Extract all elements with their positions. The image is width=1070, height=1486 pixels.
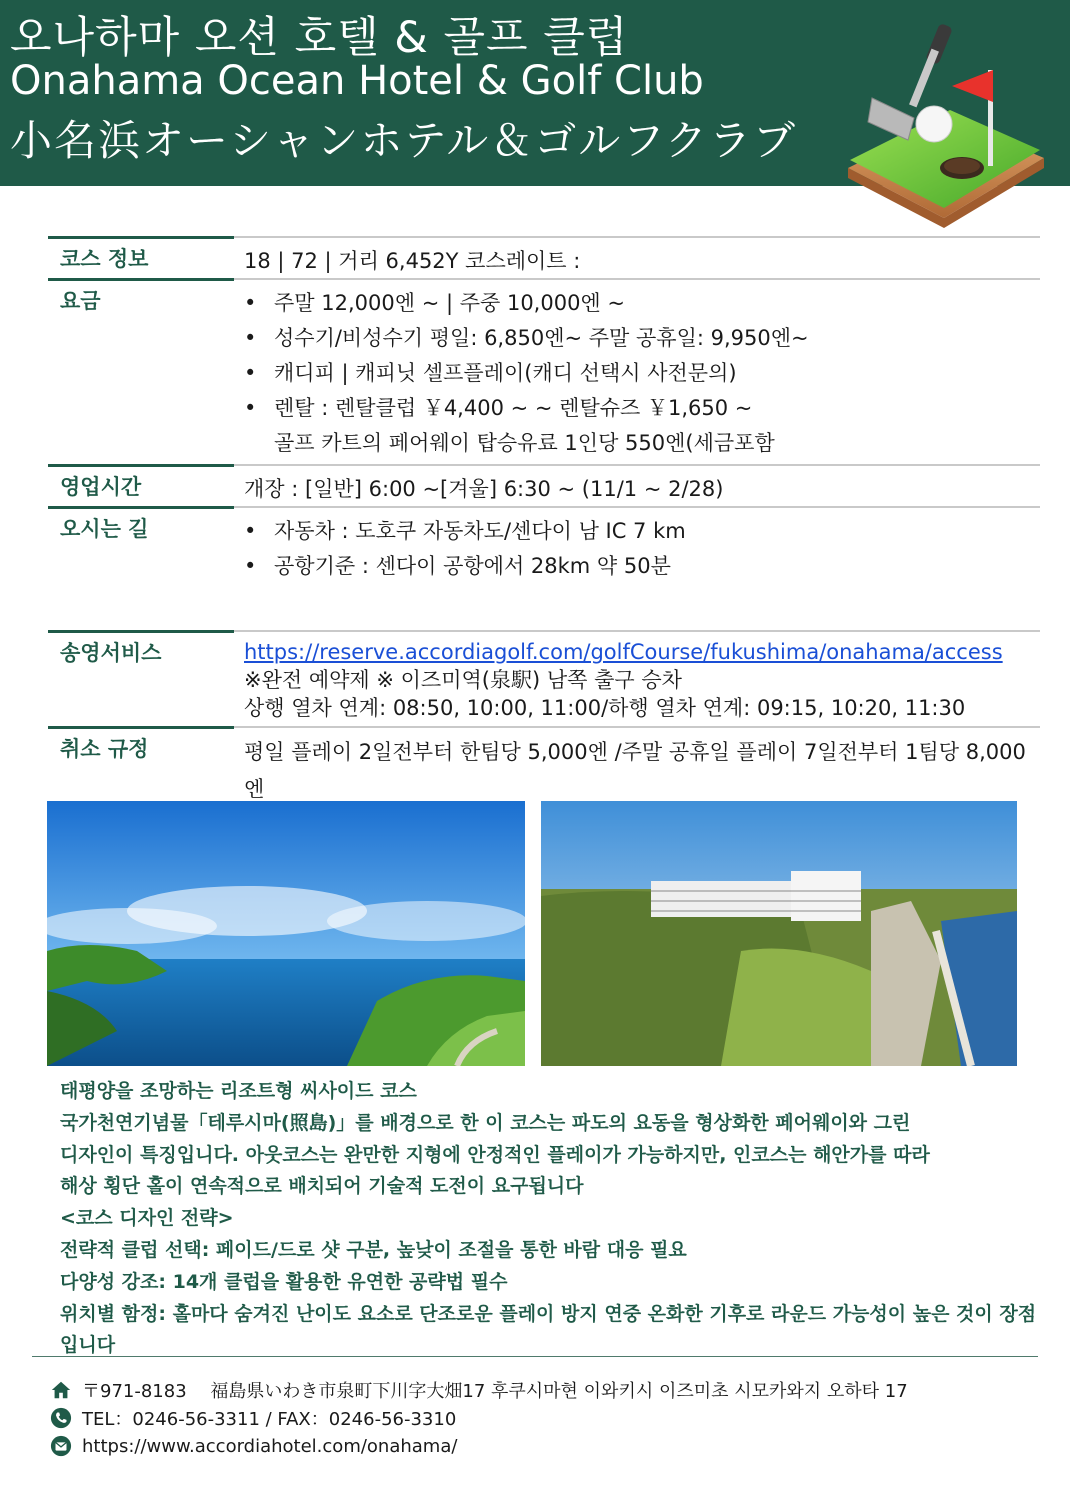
course-info-table: [48, 236, 1040, 808]
title-japanese: 小名浜オーシャンホテル＆ゴルフクラブ: [10, 116, 797, 165]
access-item: • 자동차 : 도호쿠 자동차도/센다이 남 IC 7 km: [274, 514, 1040, 549]
shuttle-label: 송영서비스: [48, 632, 234, 726]
access-item: • 공항기준 : 센다이 공항에서 28km 약 50분: [274, 549, 1040, 584]
website-link[interactable]: https://www.accordiahotel.com/onahama/: [82, 1435, 458, 1457]
description-line: 해상 횡단 홀이 연속적으로 배치되어 기술적 도전이 요구됩니다: [60, 1175, 584, 1198]
title-korean: 오나하마 오션 호텔 & 골프 클럽: [10, 13, 629, 63]
strategy-line: 전략적 클럽 선택: 페이드/드로 샷 구분, 높낮이 조절을 통한 바람 대응 필요: [60, 1238, 687, 1261]
shuttle-link[interactable]: https://reserve.accordiagolf.com/golfCourse/fukushima/onahama/access: [244, 640, 1003, 664]
cancel-value: 평일 플레이 2일전부터 한팀당 5,000엔 /주말 공휴일 플레이 7일전부터 1팀당 8,000엔: [244, 740, 1026, 801]
fee-row: [48, 278, 1040, 464]
access-label: 오시는 길: [48, 508, 234, 630]
title-english: Onahama Ocean Hotel & Golf Club: [10, 58, 704, 104]
fee-extra: 골프 카트의 페어웨이 탑승유료 1인당 550엔(세금포함: [274, 431, 775, 455]
course-info-row: [48, 236, 1040, 278]
phone-line: [50, 1404, 908, 1432]
phone-text: TEL：0246-56-3311 / FAX：0246-56-3310: [82, 1409, 457, 1430]
course-label: 코스 정보: [48, 238, 234, 278]
fee-item: • 캐디피 | 캐피닛 셀프플레이(캐디 선택시 사전문의): [274, 356, 1040, 391]
footer-divider: [32, 1356, 1038, 1357]
email-icon: [50, 1435, 72, 1457]
course-description: [60, 1076, 1050, 1362]
fee-item: • 주말 12,000엔 ~ | 주중 10,000엔 ~: [274, 286, 1040, 321]
hours-row: [48, 464, 1040, 506]
strategy-line: 다양성 강조: 14개 클럽을 활용한 유연한 공략법 필수: [60, 1270, 508, 1293]
golf-flag-icon: [840, 18, 1050, 230]
hotel-aerial-photo: [541, 801, 1017, 1066]
description-line: 디자인이 특징입니다. 아웃코스는 완만한 지형에 안정적인 플레이가 가능하지만, 인코스는 해안가를 따라: [60, 1143, 930, 1166]
fee-item: • 렌탈 : 렌탈클럽 ￥4,400 ~ ~ 렌탈슈즈 ￥1,650 ~: [274, 391, 1040, 426]
home-icon: [50, 1379, 72, 1401]
footer-contact: [50, 1376, 908, 1460]
description-line: 국가천연기념물「테루시마(照島)」를 배경으로 한 이 코스는 파도의 요동을 형상화한 페어웨이와 그린: [60, 1111, 911, 1134]
shuttle-row: [48, 630, 1040, 726]
fee-value: [234, 280, 1040, 464]
fee-item: • 성수기/비성수기 평일: 6,850엔~ 주말 공휴일: 9,950엔~: [274, 321, 1040, 356]
address-line: [50, 1376, 908, 1404]
strategy-line: 위치별 함정: 홀마다 숨겨진 난이도 요소로 단조로운 플레이 방지 연중 온화한 기후로 라운드 가능성이 높은 것이 장점입니다: [60, 1302, 1037, 1357]
cancel-row: [48, 726, 1040, 808]
hours-label: 영업시간: [48, 466, 234, 506]
cancel-label: 취소 규정: [48, 728, 234, 808]
coast-photo: [47, 801, 525, 1066]
fee-label: 요금: [48, 280, 234, 464]
shuttle-times: 상행 열차 연계: 08:50, 10:00, 11:00/하행 열차 연계: 09:15, 10:20, 11:30: [244, 696, 966, 720]
phone-icon: [50, 1407, 72, 1429]
description-heading: 태평양을 조망하는 리조트형 씨사이드 코스: [60, 1080, 417, 1102]
access-value: [234, 508, 1040, 630]
address-text: 〒971-8183 福島県いわき市泉町下川字大畑17 후쿠시마현 이와키시 이즈미초 시모카와지 오하타 17: [82, 1381, 908, 1402]
strategy-title: <코스 디자인 전략>: [60, 1207, 234, 1230]
website-line: [50, 1432, 908, 1460]
shuttle-note: ※완전 예약제 ※ 이즈미역(泉駅) 남쪽 출구 승차: [244, 668, 682, 692]
course-value: 18 | 72 | 거리 6,452Y 코스레이트 :: [244, 249, 581, 273]
shuttle-value: [234, 632, 1040, 726]
access-row: [48, 506, 1040, 630]
hours-value: 개장 : [일반] 6:00 ~[겨울] 6:30 ~ (11/1 ~ 2/28): [244, 477, 724, 501]
